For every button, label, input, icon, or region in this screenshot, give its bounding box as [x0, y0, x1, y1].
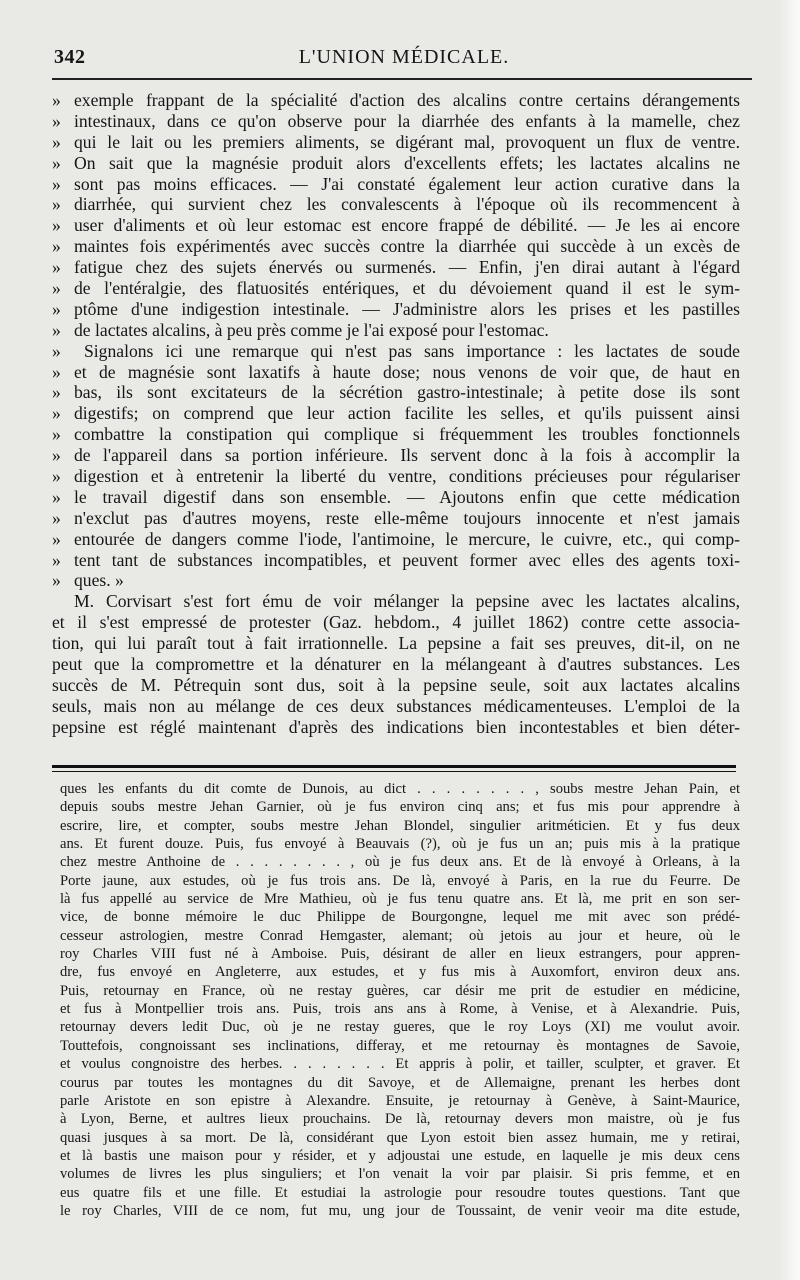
quote-mark: »	[52, 528, 61, 549]
line-text: Signalons ici une remarque qui n'est pas sans importance : les lactates de soude	[84, 340, 740, 361]
line-text: Puis, retournay en France, où ne restay guères, car désir me prit de estudier en médicine,	[60, 982, 740, 999]
line-text: tion, qui lui paraît tout à fait irrationnelle. La pepsine a fait ses preuves, dit-il, on ne	[52, 633, 740, 654]
line-text: courus par toutes les montagnes du dit Savoye, et de Allemaigne, prenant les herbes dont	[60, 1074, 740, 1091]
body-line	[52, 591, 740, 612]
quote-mark: »	[52, 194, 61, 215]
line-text: maintes fois expérimentés avec succès contre la diarrhée qui succède à un excès de	[74, 236, 740, 257]
quote-mark: »	[52, 173, 61, 194]
quote-mark: »	[52, 466, 61, 487]
line-text: quasi jusques à sa mort. De là, considérant que Lyon estoit bien assez humain, me y retirai,	[60, 1129, 740, 1146]
body-line	[52, 654, 740, 675]
footnote-line	[60, 1147, 740, 1165]
body-line	[52, 696, 740, 717]
quoted-line	[52, 341, 740, 362]
line-text: de lactates alcalins, à peu près comme je l'ai exposé pour l'estomac.	[74, 319, 549, 340]
footnote	[60, 780, 740, 1220]
line-text: digestifs; on comprend que leur action facilite les selles, et qu'ils puissent ainsi	[74, 403, 740, 424]
line-text: depuis soubs mestre Jehan Garnier, où je fus environ cinq ans; et fus mis pour apprendre à	[60, 799, 740, 816]
quote-mark: »	[52, 570, 61, 591]
quote-mark: »	[52, 445, 61, 466]
quote-mark: »	[52, 382, 61, 403]
footnote-line	[60, 1184, 740, 1202]
footnote-line	[60, 1055, 740, 1073]
line-text: vice, de bonne mémoire le duc Philippe de Bourgongne, lequel me mit avec son prédé-	[60, 909, 740, 926]
line-text: et voulus congnoistre des herbes. . . . . . . . Et appris à polir, et tailler, sculpter, et graver. Et	[60, 1056, 740, 1073]
line-text: cesseur astrologien, mestre Conrad Hemgaster, alemant; où jetois au jour et heure, où le	[60, 927, 740, 944]
quoted-line	[52, 445, 740, 466]
quote-mark: »	[52, 298, 61, 319]
indent-space: »	[52, 340, 61, 361]
quoted-line	[52, 424, 740, 445]
footnote-line	[60, 890, 740, 908]
footnote-line	[60, 1092, 740, 1110]
line-text: et de magnésie sont laxatifs à haute dose; nous venons de voir que, de haut en	[74, 361, 740, 382]
quote-mark: »	[52, 507, 61, 528]
quoted-line	[52, 529, 740, 550]
quoted-line	[52, 382, 740, 403]
footnote-line	[60, 1037, 740, 1055]
line-text: On sait que la magnésie produit alors d'excellents effets; les lactates alcalins ne	[74, 152, 740, 173]
running-header	[54, 42, 754, 72]
footnote-line	[60, 1129, 740, 1147]
line-text: pepsine est réglé maintenant d'après des indications bien incontestables et bien déter-	[52, 716, 740, 737]
line-text: qui le lait ou les premiers aliments, se digérant mal, provoquent un flux de ventre.	[74, 131, 740, 152]
line-text: roy Charles VIII fust né à Amboise. Puis, désirant de aller en lieux estrangers, pour appren-	[60, 946, 740, 963]
footnote-line	[60, 1165, 740, 1183]
quote-mark: »	[52, 486, 61, 507]
quoted-line	[52, 550, 740, 571]
footnote-line	[60, 982, 740, 1000]
footnote-line	[60, 817, 740, 835]
line-text: le roy Charles, VIII de ce nom, fut mu, ung jour de Toussaint, de venir veoir ma dite estude,	[60, 1202, 740, 1219]
line-text: Porte jaune, aux estudes, où je fus trois ans. De là, envoyé à Paris, en la rue du Feurre. De	[60, 872, 740, 889]
quote-mark: »	[52, 236, 61, 257]
footnote-line	[60, 1074, 740, 1092]
line-text: dre, fus envoyé en Angleterre, aux estudes, et y fus mis à Auxomfort, environ deux ans.	[60, 964, 740, 981]
line-text: eus quatre fils et une fille. Et estudiai la astrologie pour resoudre toutes questions. Tant que	[60, 1184, 740, 1201]
footnote-line	[60, 853, 740, 871]
main-text	[52, 90, 740, 738]
quoted-line	[52, 487, 740, 508]
quoted-line	[52, 132, 740, 153]
line-text: et il s'est empressé de protester (Gaz. hebdom., 4 juillet 1862) contre cette associa-	[52, 612, 740, 633]
page-number: 342	[54, 46, 86, 68]
line-text: retournay devers ledit Duc, où je ne restay gueres, que le roy Loys (XI) me voulut avoir.	[60, 1019, 740, 1036]
quoted-line	[52, 570, 740, 591]
footnote-line	[60, 963, 740, 981]
footnote-line	[60, 872, 740, 890]
line-text: bas, ils sont excitateurs de la sécrétion gastro-intestinale; à petite dose ils sont	[74, 382, 740, 403]
corvisart-paragraph	[52, 591, 740, 737]
body-line	[52, 717, 740, 738]
footnote-line	[60, 1018, 740, 1036]
footnote-rule-thick	[52, 765, 736, 768]
line-text: escrire, lire, et compter, soubs mestre Jehan Blondel, singulier aritméticien. Et y fus deux	[60, 817, 740, 834]
page-edge-shading	[778, 0, 800, 1280]
line-text: fatigue chez des sujets énervés ou surmenés. — Enfin, j'en dirai autant à l'égard	[74, 257, 740, 278]
quote-mark: »	[52, 131, 61, 152]
line-text: ptôme d'une indigestion intestinale. — J'administre alors les prises et les pastilles	[74, 298, 740, 319]
line-text: de l'appareil dans sa portion inférieure. Ils servent donc à la fois à accomplir la	[74, 445, 740, 466]
quoted-paragraph-1	[52, 90, 740, 341]
line-text: le travail digestif dans son ensemble. — Ajoutons enfin que cette médication	[74, 486, 740, 507]
line-text: n'exclut pas d'autres moyens, reste elle-même toujours innocente et n'est jamais	[74, 507, 740, 528]
quoted-line	[52, 111, 740, 132]
line-text: Touttefois, congnoissant ses inclinations, differay, et me retournay ès montagnes de Savoie,	[60, 1037, 740, 1054]
body-line	[52, 633, 740, 654]
line-text: tent tant de substances incompatibles, et peuvent former avec elles des agents toxi-	[74, 549, 740, 570]
line-text: chez mestre Anthoine de . . . . . . . . , où je fus deux ans. Et de là envoyé à Orleans, à la	[60, 854, 740, 871]
line-text: digestion et à entretenir la liberté du ventre, conditions précieuses pour régulariser	[74, 466, 740, 487]
line-text: peut que la compromettre et la dénaturer en la mélangeant à d'autres substances. Les	[52, 654, 740, 675]
quoted-line	[52, 153, 740, 174]
quote-mark: »	[52, 110, 61, 131]
line-text: volumes de livres les plus singuliers; et l'on venait la voir par plaisir. Si pris femme, et en	[60, 1166, 740, 1183]
line-text: exemple frappant de la spécialité d'action des alcalins contre certains dérangements	[74, 90, 740, 110]
quoted-line	[52, 278, 740, 299]
footnote-line	[60, 945, 740, 963]
quote-mark: »	[52, 257, 61, 278]
line-text: M. Corvisart s'est fort ému de voir mélanger la pepsine avec les lactates alcalins,	[74, 591, 740, 612]
quoted-line	[52, 466, 740, 487]
line-text: ques. »	[74, 570, 124, 591]
quoted-line	[52, 299, 740, 320]
line-text: entourée de dangers comme l'iode, l'antimoine, le mercure, le cuivre, etc., qui comp-	[74, 528, 740, 549]
line-text: sont pas moins efficaces. — J'ai constaté également leur action curative dans la	[74, 173, 740, 194]
quoted-line	[52, 320, 740, 341]
quoted-line	[52, 215, 740, 236]
line-text: ans. Et furent douze. Puis, fus envoyé à Beauvais (?), où je fus un an; puis mis à la pratique	[60, 836, 740, 853]
quote-mark: »	[52, 152, 61, 173]
quote-mark: »	[52, 549, 61, 570]
footnote-line	[60, 908, 740, 926]
running-title: L'UNION MÉDICALE.	[298, 46, 510, 68]
quote-mark: »	[52, 424, 61, 445]
footnote-rule-thin	[52, 771, 736, 772]
line-text: de l'entéralgie, des flatuosités entériques, et du dévoiement quand il est le sym-	[74, 278, 740, 299]
quoted-line	[52, 174, 740, 195]
line-text: seuls, mais non au mélange de ces deux substances médicamenteuses. L'emploi de la	[52, 695, 740, 716]
body-line	[52, 675, 740, 696]
footnote-line	[60, 1110, 740, 1128]
quote-mark: »	[52, 215, 61, 236]
line-text: là fus appellé au service de Mre Mathieu, où je fus tenu quatre ans. Et là, me prit en son ser-	[60, 891, 740, 908]
quote-mark: »	[52, 361, 61, 382]
line-text: et fus à Montpellier trois ans. Puis, trois ans ans à Rome, à Venise, et à Alexandrie. Puis,	[60, 1001, 740, 1018]
quoted-line	[52, 236, 740, 257]
quoted-line	[52, 403, 740, 424]
quoted-line	[52, 257, 740, 278]
footnote-line	[60, 1202, 740, 1220]
quote-mark: »	[52, 319, 61, 340]
quoted-line	[52, 362, 740, 383]
quote-mark: »	[52, 403, 61, 424]
quoted-line	[52, 90, 740, 111]
line-text: intestinaux, dans ce qu'on observe pour la diarrhée des enfants à la mamelle, chez	[74, 110, 740, 131]
footnote-line	[60, 1000, 740, 1018]
footnote-line	[60, 927, 740, 945]
line-text: parle Aristote en son epistre à Alexandre. Ensuite, je retournay à Genève, à Saint-Maurice,	[60, 1092, 740, 1109]
footnote-line	[60, 835, 740, 853]
quoted-paragraph-2	[52, 341, 740, 592]
line-text: à Lyon, Berne, et aultres lieux prouchains. De là, retournay devers mon maistre, où je fus	[60, 1111, 740, 1128]
quote-mark: »	[52, 278, 61, 299]
line-text: ques les enfants du dit comte de Dunois, au dict . . . . . . . . , soubs mestre Jehan Pain, et	[60, 781, 740, 797]
quote-mark: »	[52, 90, 61, 110]
line-text: combattre la constipation qui complique si fréquemment les troubles fonctionnels	[74, 424, 740, 445]
quoted-line	[52, 508, 740, 529]
footnote-line	[60, 780, 740, 798]
line-text: user d'aliments et où leur estomac est encore frappé de débilité. — Je les ai encore	[74, 215, 740, 236]
footnote-line	[60, 798, 740, 816]
quoted-line	[52, 194, 740, 215]
header-rule	[52, 78, 752, 80]
line-text: succès de M. Pétrequin sont dus, soit à la pepsine seule, soit aux lactates alcalins	[52, 674, 740, 695]
line-text: et là bastis une maison pour y résider, et y adjoustai une estude, en laquelle je mis deux cens	[60, 1147, 740, 1164]
body-line	[52, 612, 740, 633]
line-text: diarrhée, qui survient chez les convalescents à l'époque où ils recommencent à	[74, 194, 740, 215]
